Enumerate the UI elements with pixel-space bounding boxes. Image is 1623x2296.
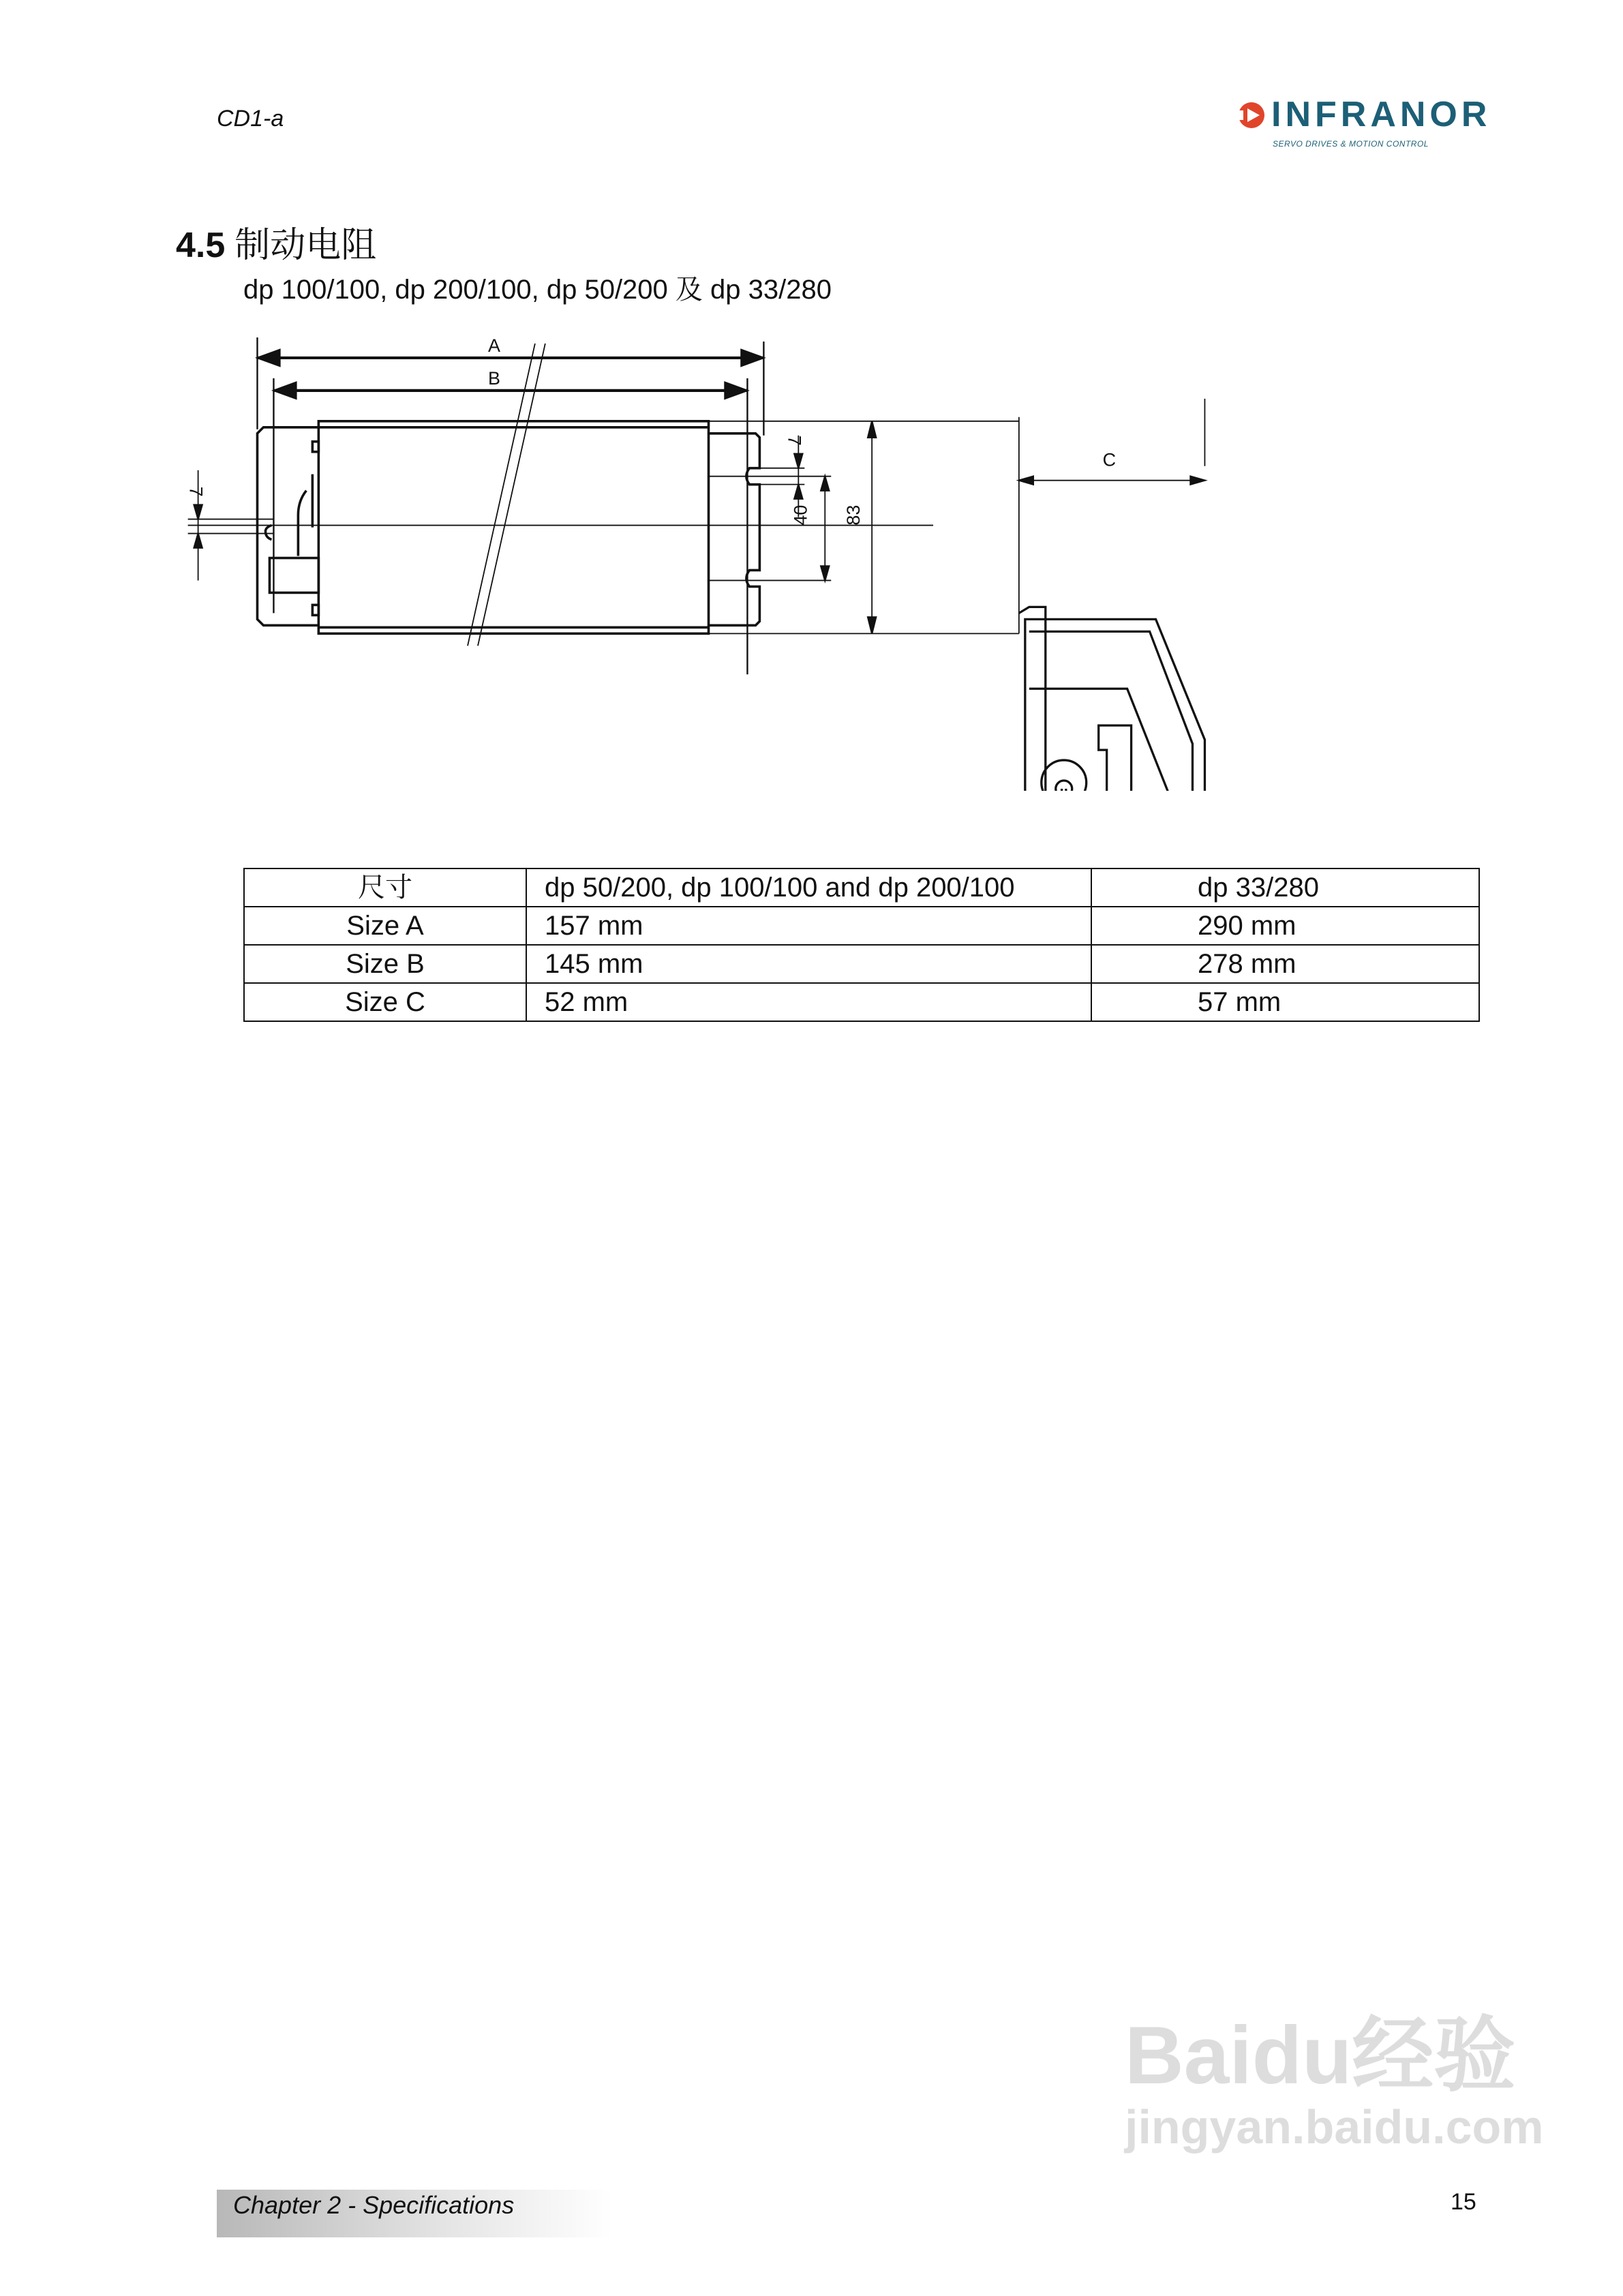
table-cell: 278 mm (1091, 945, 1479, 983)
label-c: C (1102, 449, 1117, 470)
braking-resistor-drawing (170, 327, 1261, 791)
logo-play-icon (1237, 101, 1266, 130)
table-cell: 52 mm (526, 983, 1091, 1021)
document-code: CD1-a (217, 106, 284, 132)
footer-chapter: Chapter 2 - Specifications (233, 2191, 515, 2219)
table-cell: 145 mm (526, 945, 1091, 983)
header-cell: dp 50/200, dp 100/100 and dp 200/100 (526, 868, 1091, 907)
dimension-83 (843, 421, 876, 634)
infranor-logo (1237, 95, 1523, 153)
table-cell: Size B (244, 945, 526, 983)
page-number: 15 (1451, 2189, 1476, 2215)
header-cell: dp 33/280 (1091, 868, 1479, 907)
table-header-row (244, 868, 1479, 907)
table-cell: 157 mm (526, 907, 1091, 945)
header-cell: 尺寸 (244, 868, 526, 907)
section-title: 制动电阻 (234, 226, 377, 265)
section-heading (176, 225, 376, 266)
baidu-watermark (1125, 2011, 1544, 2154)
label-7-right: 7 (784, 435, 805, 446)
section-subtitle: dp 100/100, dp 200/100, dp 50/200 及 dp 33/280 (243, 275, 832, 305)
section-number: 4.5 (176, 226, 226, 265)
label-b: B (487, 367, 500, 389)
label-40: 40 (790, 504, 811, 526)
table-row (244, 983, 1479, 1021)
resistor-body (257, 421, 1018, 634)
table-row (244, 907, 1479, 945)
table-cell: 290 mm (1091, 907, 1479, 945)
connector-end-view (1019, 607, 1205, 791)
dimension-40 (709, 477, 832, 581)
logo-tagline: SERVO DRIVES & MOTION CONTROL (1273, 139, 1429, 149)
table-cell: Size A (244, 907, 526, 945)
table-cell: Size C (244, 983, 526, 1021)
label-a: A (487, 335, 500, 356)
table-row (244, 945, 1479, 983)
watermark-line2: jingyan.baidu.com (1125, 2100, 1544, 2154)
dimension-c (1019, 399, 1205, 633)
logo-wordmark: INFRANOR (1271, 95, 1491, 134)
watermark-line1: Baidu经验 (1125, 2010, 1516, 2101)
dimensions-table (243, 868, 1480, 1022)
table-cell: 57 mm (1091, 983, 1479, 1021)
label-7-left: 7 (185, 486, 207, 497)
label-83: 83 (843, 504, 864, 526)
